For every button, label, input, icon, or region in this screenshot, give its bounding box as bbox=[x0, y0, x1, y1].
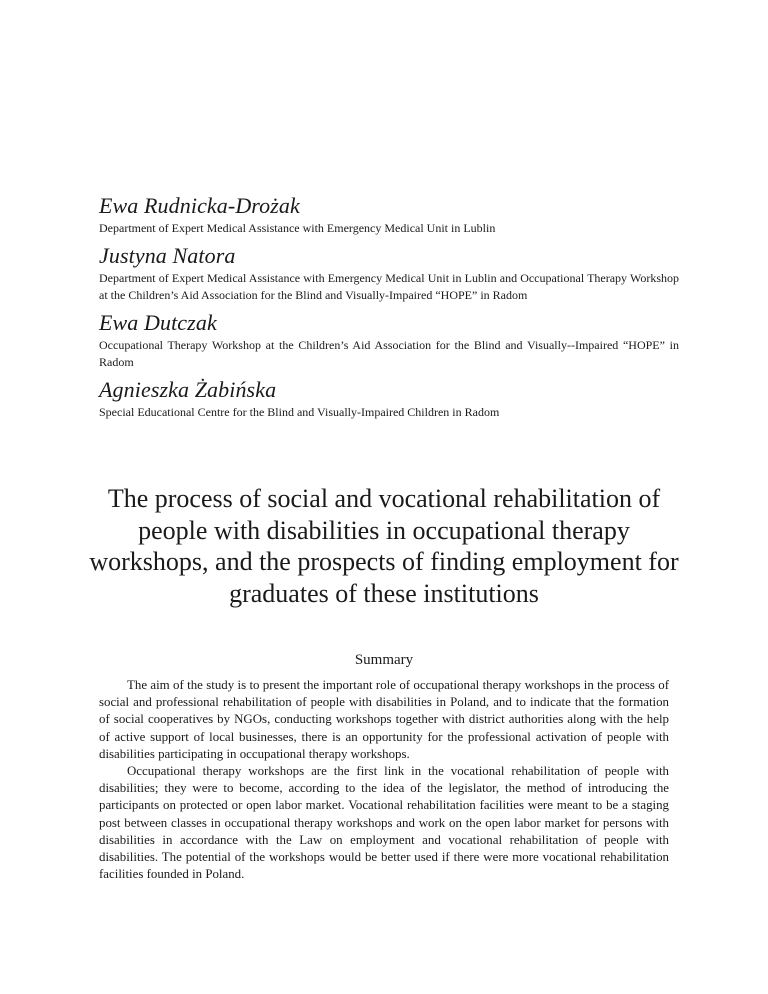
author-name: Ewa Dutczak bbox=[99, 310, 217, 335]
summary-paragraph: The aim of the study is to present the important role of occupational therapy workshops in the process of social and professional rehabilitation of people with disabilities in Poland, and to indicate that the formation of social cooperatives by NGOs, conducting workshops together with district authorities along with the help of active support of local businesses, there is an opportunity for the professional activation of people with disabilities participating in occupational therapy workshops. bbox=[99, 678, 669, 761]
author-block bbox=[99, 193, 679, 237]
summary-heading: Summary bbox=[354, 652, 414, 668]
author-affiliation: Department of Expert Medical Assistance with Emergency Medical Unit in Lublin and Occupational Therapy Workshop at the Children’s Aid Association for the Blind and Visually-Impaired “HOPE” in Radom bbox=[99, 271, 679, 302]
author-name: Ewa Rudnicka-Drożak bbox=[99, 193, 300, 218]
author-affiliation: Occupational Therapy Workshop at the Children’s Aid Association for the Blind and Visually--Impaired “HOPE” in Radom bbox=[99, 338, 679, 369]
paper-title: The process of social and vocational rehabilitation of people with disabilities in occupational therapy workshops, and the prospects of finding employment for graduates of these institutions bbox=[89, 484, 679, 608]
author-block bbox=[99, 377, 679, 421]
author-block bbox=[99, 310, 679, 371]
author-block bbox=[99, 243, 679, 304]
author-name: Justyna Natora bbox=[99, 243, 236, 268]
author-list bbox=[99, 193, 679, 427]
author-affiliation: Special Educational Centre for the Blind and Visually-Impaired Children in Radom bbox=[99, 405, 500, 419]
summary-body bbox=[99, 677, 669, 883]
author-name: Agnieszka Żabińska bbox=[99, 377, 277, 402]
author-affiliation: Department of Expert Medical Assistance with Emergency Medical Unit in Lublin bbox=[99, 221, 496, 235]
summary-paragraph: Occupational therapy workshops are the first link in the vocational rehabilitation of people with disabilities; they were to become, according to the idea of the legislator, the method of introducing the participants on protected or open labor market. Vocational rehabilitation facilities were meant to be a staging post between classes in occupational therapy workshops and work on the open labor market for persons with disabilities in accordance with the Law on employment and vocational rehabilitation of people with disabilities. The potential of the workshops would be better used if there were more vocational rehabilitation facilities founded in Poland. bbox=[99, 764, 669, 882]
